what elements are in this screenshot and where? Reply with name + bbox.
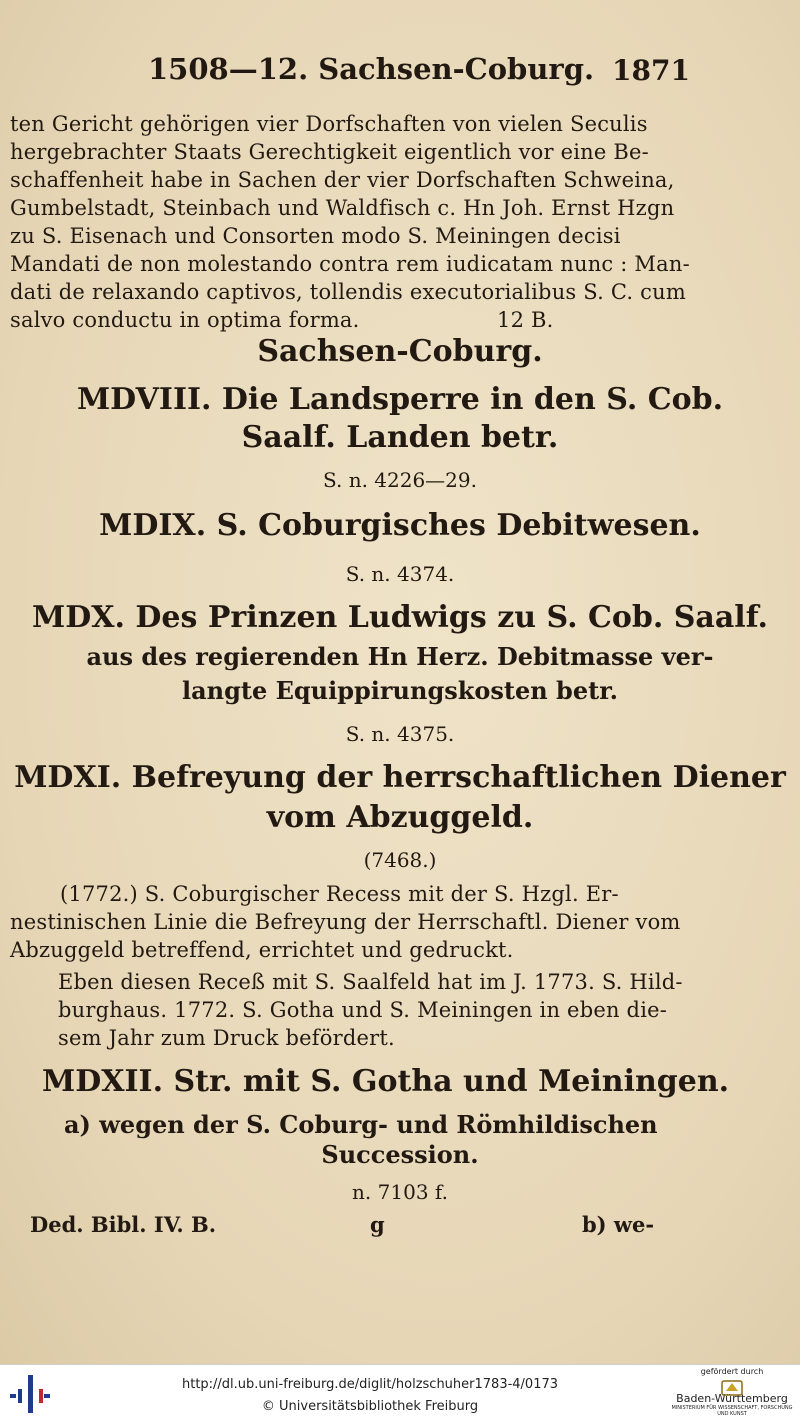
sponsor-block — [668, 1367, 796, 1419]
intro-line: dati de relaxando captivos, tollendis executorialibus S. C. cum — [10, 280, 686, 304]
page-number: 1871 — [612, 54, 690, 87]
reference-mdix: S. n. 4374. — [345, 562, 455, 586]
heading-mdxi-cont: vom Abzuggeld. — [266, 800, 534, 835]
sponsor-name: Baden-Württemberg — [676, 1392, 788, 1405]
subheading-a-cont: Succession. — [321, 1140, 479, 1169]
signature-letter: g — [370, 1212, 385, 1237]
paragraph-line: (1772.) S. Coburgischer Recess mit der S. Hzgl. Er- — [60, 882, 619, 906]
intro-line: hergebrachter Staats Gerechtigkeit eigentlich vor eine Be- — [10, 140, 649, 164]
intro-line: schaffenheit habe in Sachen der vier Dorfschaften Schweina, — [10, 168, 675, 192]
heading-mdviii-cont: Saalf. Landen betr. — [241, 420, 559, 455]
heading-mdx-cont: aus des regierenden Hn Herz. Debitmasse ver- — [86, 642, 714, 671]
copyright-notice: © Universitätsbibliothek Freiburg — [261, 1399, 479, 1414]
intro-line: Gumbelstadt, Steinbach und Waldfisch c. Hn Joh. Ernst Hzgn — [10, 196, 675, 220]
sponsor-label: gefördert durch — [700, 1367, 764, 1376]
catchword: b) we- — [582, 1212, 655, 1237]
intro-line: Mandati de non molestando contra rem iudicatam nunc : Man- — [10, 252, 690, 276]
paragraph-line: nestinischen Linie die Befreyung der Herrschaftl. Diener vom — [10, 910, 681, 934]
signature-mark: Ded. Bibl. IV. B. — [30, 1212, 217, 1237]
sponsor-ministry: MINISTERIUM FÜR WISSENSCHAFT, FORSCHUNG UND KUNST — [671, 1405, 793, 1417]
heading-mdx: MDX. Des Prinzen Ludwigs zu S. Cob. Saalf. — [32, 600, 768, 635]
intro-line: zu S. Eisenach und Consorten modo S. Meiningen decisi — [10, 224, 621, 248]
reference-mdviii: S. n. 4226—29. — [322, 468, 477, 492]
permalink-url[interactable]: http://dl.ub.uni-freiburg.de/diglit/holzschuher1783-4/0173 — [181, 1377, 559, 1392]
running-title: 1508—12. Sachsen-Coburg. — [148, 52, 595, 86]
reference-mdxii: n. 7103 f. — [352, 1180, 448, 1204]
coat-of-arms-icon — [720, 1379, 744, 1397]
reference-mdxi: (7468.) — [363, 848, 437, 872]
heading-mdxii: MDXII. Str. mit S. Gotha und Meiningen. — [42, 1064, 730, 1099]
heading-mdix: MDIX. S. Coburgisches Debitwesen. — [99, 508, 701, 543]
heading-mdviii: MDVIII. Die Landsperre in den S. Cob. — [76, 382, 724, 417]
subheading-a: a) wegen der S. Coburg- und Römhildischen — [64, 1110, 658, 1139]
intro-line: salvo conductu in optima forma. 12 B. — [10, 308, 554, 332]
paragraph-line: burghaus. 1772. S. Gotha und S. Meiningen in eben die- — [58, 998, 668, 1022]
intro-line: ten Gericht gehörigen vier Dorfschaften von vielen Seculis — [10, 112, 648, 136]
section-title: Sachsen-Coburg. — [257, 334, 543, 369]
heading-mdxi: MDXI. Befreyung der herrschaftlichen Diener — [14, 760, 786, 795]
paragraph-line: sem Jahr zum Druck befördert. — [58, 1026, 395, 1050]
reference-mdx: S. n. 4375. — [345, 722, 455, 746]
paragraph-line: Abzuggeld betreffend, errichtet und gedruckt. — [10, 938, 514, 962]
viewer-footer — [0, 1364, 800, 1421]
paragraph-line: Eben diesen Receß mit S. Saalfeld hat im J. 1773. S. Hild- — [58, 970, 683, 994]
heading-mdx-cont: langte Equippirungskosten betr. — [181, 676, 618, 705]
